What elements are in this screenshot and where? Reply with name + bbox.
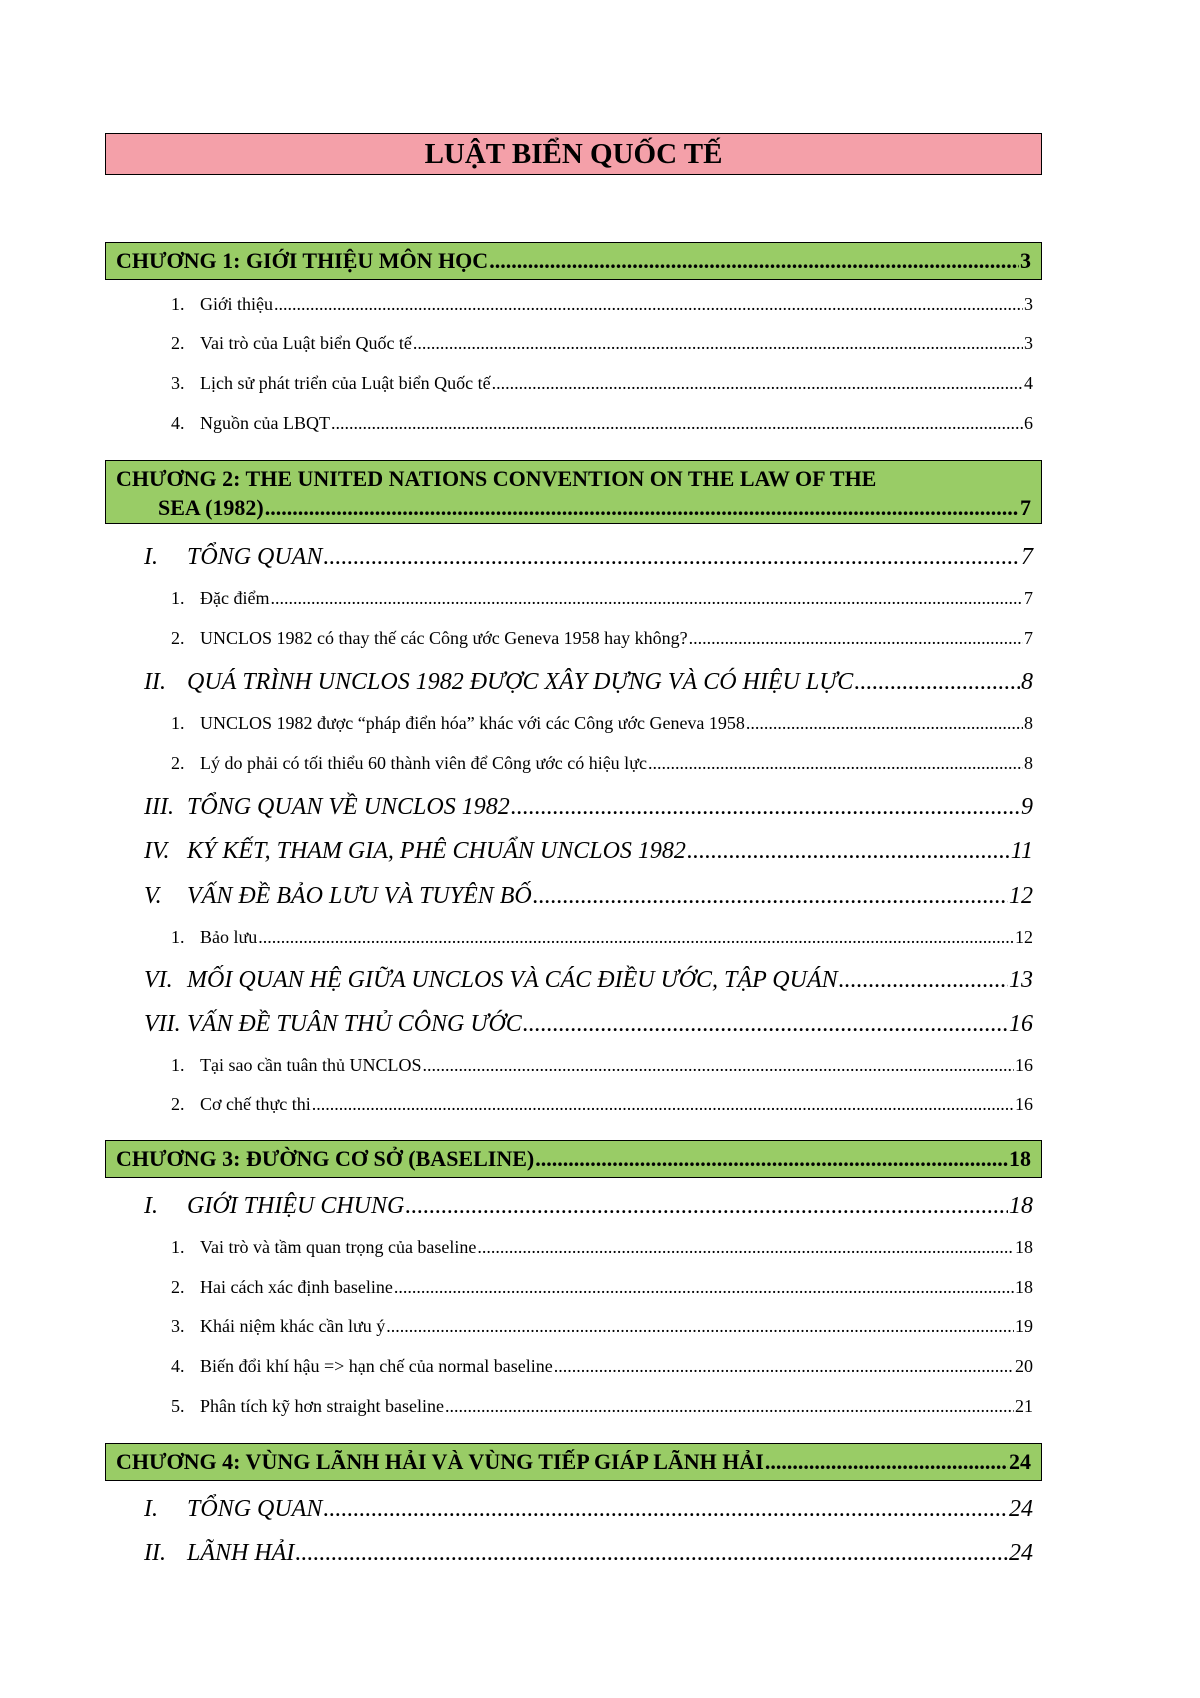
- dot-leader: [265, 493, 1019, 522]
- toc-item[interactable]: [171, 371, 1033, 395]
- dot-leader: [689, 626, 1023, 650]
- toc-section[interactable]: [144, 541, 1033, 573]
- item-number: 4.: [171, 413, 185, 433]
- page-number: 21: [1015, 1396, 1033, 1416]
- page-number: 9: [1021, 794, 1033, 820]
- section-text: TỔNG QUAN: [187, 544, 323, 570]
- chapter-label: CHƯƠNG 1: GIỚI THIỆU MÔN HỌC: [116, 248, 489, 273]
- dot-leader: [270, 586, 1023, 610]
- dot-leader: [523, 1008, 1008, 1040]
- toc-item[interactable]: [171, 751, 1033, 775]
- section-text: LÃNH HẢI: [187, 1540, 295, 1566]
- dot-leader: [386, 1314, 1014, 1338]
- dot-leader: [445, 1394, 1014, 1418]
- page-number: 8: [1024, 753, 1033, 773]
- item-text: Vai trò và tầm quan trọng của baseline: [200, 1237, 477, 1257]
- page-number: 20: [1015, 1356, 1033, 1376]
- page-number: 7: [1024, 628, 1033, 648]
- item-number: 1.: [171, 713, 185, 733]
- document-title: LUẬT BIỂN QUỐC TẾ: [105, 133, 1042, 175]
- section-number: I.: [144, 544, 158, 570]
- item-number: 2.: [171, 753, 185, 773]
- toc-item[interactable]: [171, 1314, 1033, 1338]
- dot-leader: [489, 243, 1019, 279]
- dot-leader: [394, 1275, 1014, 1299]
- toc-item[interactable]: [171, 1235, 1033, 1259]
- item-text: Cơ chế thực thi: [200, 1094, 311, 1114]
- chapter-label-line1: CHƯƠNG 2: THE UNITED NATIONS CONVENTION ON THE LAW OF THE: [116, 466, 877, 491]
- item-text: Vai trò của Luật biển Quốc tế: [200, 333, 412, 353]
- page-number: 18: [1009, 1146, 1031, 1171]
- dot-leader: [765, 1444, 1008, 1480]
- item-number: 1.: [171, 1237, 185, 1257]
- toc-item[interactable]: [171, 1394, 1033, 1418]
- page-number: 6: [1024, 413, 1033, 433]
- item-number: 1.: [171, 294, 185, 314]
- toc-item[interactable]: [171, 1354, 1033, 1378]
- item-text: Phân tích kỹ hơn straight baseline: [200, 1396, 444, 1416]
- dot-leader: [854, 666, 1020, 698]
- toc-section[interactable]: [144, 791, 1033, 823]
- item-text: Biến đổi khí hậu => hạn chế của normal baseline: [200, 1356, 553, 1376]
- page-number: 12: [1015, 927, 1033, 947]
- chapter-label: CHƯƠNG 4: VÙNG LÃNH HẢI VÀ VÙNG TIẾP GIÁP LÃNH HẢI: [116, 1449, 764, 1474]
- page-number: 18: [1009, 1193, 1033, 1219]
- item-text: Nguồn của LBQT: [200, 413, 330, 433]
- page-number: 8: [1024, 713, 1033, 733]
- item-number: 3.: [171, 373, 185, 393]
- item-text: Lịch sử phát triển của Luật biển Quốc tế: [200, 373, 491, 393]
- dot-leader: [535, 1141, 1008, 1177]
- dot-leader: [511, 791, 1020, 823]
- toc-section[interactable]: [144, 964, 1033, 996]
- toc-section[interactable]: [144, 1537, 1033, 1569]
- toc-section[interactable]: [144, 666, 1033, 698]
- dot-leader: [687, 835, 1010, 867]
- page-number: 3: [1024, 294, 1033, 314]
- section-number: II.: [144, 669, 166, 695]
- section-number: VII.: [144, 1011, 181, 1037]
- dot-leader: [323, 1493, 1008, 1525]
- item-number: 5.: [171, 1396, 185, 1416]
- page-number: 4: [1024, 373, 1033, 393]
- section-text: VẤN ĐỀ TUÂN THỦ CÔNG ƯỚC: [187, 1011, 522, 1037]
- page-number: 7: [1024, 588, 1033, 608]
- section-text: KÝ KẾT, THAM GIA, PHÊ CHUẨN UNCLOS 1982: [187, 838, 686, 864]
- page-number: 18: [1015, 1277, 1033, 1297]
- page-number: 8: [1021, 669, 1033, 695]
- toc-item[interactable]: [171, 1092, 1033, 1116]
- page-number: 24: [1009, 1540, 1033, 1566]
- section-text: GIỚI THIỆU CHUNG: [187, 1193, 405, 1219]
- page-number: 7: [1020, 495, 1031, 520]
- dot-leader: [554, 1354, 1014, 1378]
- item-text: Tại sao cần tuân thủ UNCLOS: [200, 1055, 422, 1075]
- toc-item[interactable]: [171, 586, 1033, 610]
- page-number: 16: [1009, 1011, 1033, 1037]
- page-number: 13: [1009, 967, 1033, 993]
- dot-leader: [331, 411, 1023, 435]
- item-number: 2.: [171, 628, 185, 648]
- toc-chapter-1[interactable]: [105, 242, 1042, 280]
- section-number: V.: [144, 883, 162, 909]
- page-number: 24: [1009, 1449, 1031, 1474]
- item-number: 3.: [171, 1316, 185, 1336]
- item-number: 2.: [171, 1094, 185, 1114]
- item-text: Hai cách xác định baseline: [200, 1277, 393, 1297]
- page-number: 19: [1015, 1316, 1033, 1336]
- section-number: VI.: [144, 967, 173, 993]
- toc-section[interactable]: [144, 880, 1033, 912]
- page-number: 3: [1024, 333, 1033, 353]
- page-number: 16: [1015, 1094, 1033, 1114]
- dot-leader: [746, 711, 1023, 735]
- dot-leader: [839, 964, 1008, 996]
- dot-leader: [258, 925, 1014, 949]
- item-number: 2.: [171, 333, 185, 353]
- section-text: MỐI QUAN HỆ GIỮA UNCLOS VÀ CÁC ĐIỀU ƯỚC, TẬP QUÁN: [187, 967, 838, 993]
- section-number: III.: [144, 794, 174, 820]
- toc-item[interactable]: [171, 292, 1033, 316]
- dot-leader: [295, 1537, 1008, 1569]
- section-number: IV.: [144, 838, 170, 864]
- dot-leader: [477, 1235, 1014, 1259]
- item-text: Đặc điểm: [200, 588, 270, 608]
- toc-chapter-4[interactable]: [105, 1443, 1042, 1481]
- toc-item[interactable]: [171, 1275, 1033, 1299]
- dot-leader: [312, 1092, 1014, 1116]
- toc-section[interactable]: [144, 1493, 1033, 1525]
- section-text: VẤN ĐỀ BẢO LƯU VÀ TUYÊN BỐ: [187, 883, 532, 909]
- toc-section[interactable]: [144, 1008, 1033, 1040]
- item-number: 1.: [171, 927, 185, 947]
- toc-section[interactable]: [144, 835, 1033, 867]
- section-number: I.: [144, 1193, 158, 1219]
- section-text: TỔNG QUAN VỀ UNCLOS 1982: [187, 794, 510, 820]
- dot-leader: [405, 1190, 1008, 1222]
- dot-leader: [413, 331, 1023, 355]
- toc-item[interactable]: [171, 1053, 1033, 1077]
- item-text: Khái niệm khác cần lưu ý: [200, 1316, 386, 1336]
- page-number: 7: [1021, 544, 1033, 570]
- page-number: 16: [1015, 1055, 1033, 1075]
- dot-leader: [274, 292, 1023, 316]
- page-number: 18: [1015, 1237, 1033, 1257]
- toc-chapter-2[interactable]: [105, 460, 1042, 524]
- item-text: Giới thiệu: [200, 294, 274, 314]
- toc-item[interactable]: [171, 331, 1033, 355]
- dot-leader: [648, 751, 1023, 775]
- item-text: UNCLOS 1982 có thay thế các Công ước Geneva 1958 hay không?: [200, 628, 688, 648]
- toc-item[interactable]: [171, 626, 1033, 650]
- dot-leader: [323, 541, 1020, 573]
- section-number: I.: [144, 1496, 158, 1522]
- chapter-label: CHƯƠNG 3: ĐƯỜNG CƠ SỞ (BASELINE): [116, 1146, 535, 1171]
- chapter-label-line2: SEA (1982): [158, 495, 264, 520]
- page-number: 24: [1009, 1496, 1033, 1522]
- page-number: 11: [1010, 838, 1033, 864]
- item-number: 1.: [171, 1055, 185, 1075]
- item-number: 1.: [171, 588, 185, 608]
- item-text: Lý do phải có tối thiểu 60 thành viên để Công ước có hiệu lực: [200, 753, 647, 773]
- toc-item[interactable]: [171, 925, 1033, 949]
- item-number: 2.: [171, 1277, 185, 1297]
- item-number: 4.: [171, 1356, 185, 1376]
- item-text: UNCLOS 1982 được “pháp điển hóa” khác với các Công ước Geneva 1958: [200, 713, 745, 733]
- toc-item[interactable]: [171, 711, 1033, 735]
- dot-leader: [422, 1053, 1014, 1077]
- toc-section[interactable]: [144, 1190, 1033, 1222]
- section-text: QUÁ TRÌNH UNCLOS 1982 ĐƯỢC XÂY DỰNG VÀ CÓ HIỆU LỰC: [187, 669, 854, 695]
- page-number: 12: [1009, 883, 1033, 909]
- page-number: 3: [1020, 248, 1031, 273]
- toc-item[interactable]: [171, 411, 1033, 435]
- item-text: Bảo lưu: [200, 927, 258, 947]
- section-text: TỔNG QUAN: [187, 1496, 323, 1522]
- dot-leader: [492, 371, 1023, 395]
- dot-leader: [533, 880, 1008, 912]
- section-number: II.: [144, 1540, 166, 1566]
- toc-chapter-3[interactable]: [105, 1140, 1042, 1178]
